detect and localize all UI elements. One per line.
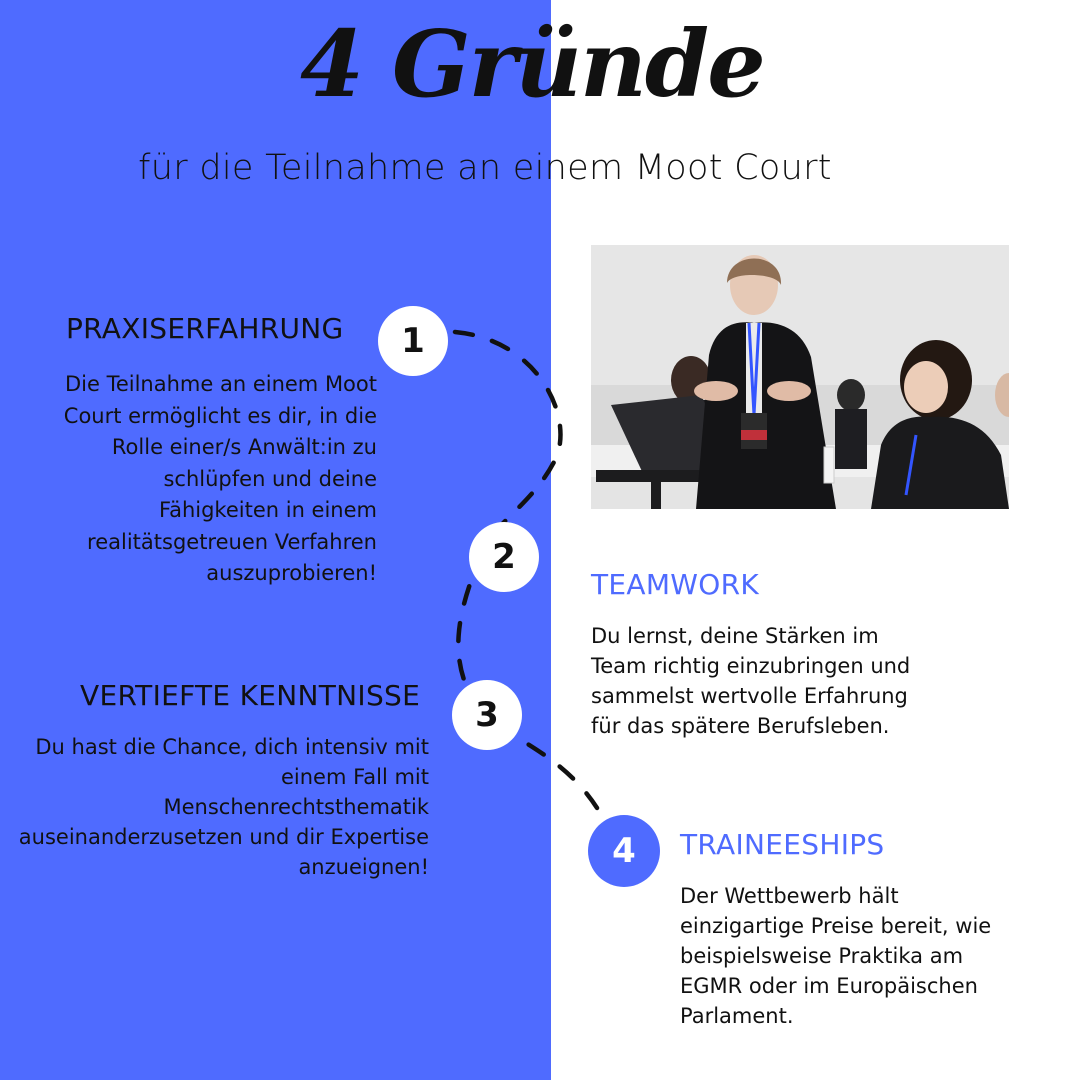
step-1-number-badge: 1 xyxy=(378,306,448,376)
step-1-line: realitätsgetreuen Verfahren xyxy=(87,529,377,554)
step-1-description xyxy=(20,369,377,590)
page-title: 4 Gründe xyxy=(300,10,764,118)
step-1-line: auszuprobieren! xyxy=(206,561,377,585)
step-1-line: Fähigkeiten in einem xyxy=(158,498,377,522)
step-3-heading: VERTIEFTE KENNTNISSE xyxy=(80,679,421,712)
step-4-heading: TRAINEESHIPS xyxy=(680,828,885,861)
step-3-line: Du hast die Chance, dich intensiv mit xyxy=(35,735,429,759)
step-4-line: Der Wettbewerb hält xyxy=(680,884,899,908)
page-subtitle: für die Teilnahme an einem Moot Court xyxy=(138,148,832,188)
step-2-heading: TEAMWORK xyxy=(591,568,760,601)
step-4-number-badge: 4 xyxy=(588,815,660,887)
step-3-number-badge: 3 xyxy=(452,680,522,750)
step-2-description xyxy=(591,621,971,741)
step-1-line: schlüpfen und deine xyxy=(163,466,377,491)
step-2-line: Team richtig einzubringen und xyxy=(591,654,911,678)
step-1-line: Rolle einer/s Anwält:in zu xyxy=(111,435,377,459)
step-3-description xyxy=(10,732,429,882)
step-4-line: beispielsweise Praktika am xyxy=(680,944,964,968)
step-2-line: sammelst wertvolle Erfahrung xyxy=(591,684,908,708)
step-3-line: anzueignen! xyxy=(298,855,429,879)
step-3-line: Menschenrechtsthematik xyxy=(163,795,429,819)
step-4-line: EGMR oder im Europäischen xyxy=(680,974,978,998)
step-4-description xyxy=(680,881,1060,1031)
step-2-line: Du lernst, deine Stärken im xyxy=(591,624,879,648)
event-photo xyxy=(591,245,1009,509)
step-1-line: Court ermöglicht es dir, in die xyxy=(63,403,377,428)
step-2-line: für das spätere Berufsleben. xyxy=(591,714,890,738)
step-1-heading: PRAXISERFAHRUNG xyxy=(66,312,344,345)
step-4-line: Parlament. xyxy=(680,1004,794,1028)
step-3-line: einem Fall mit xyxy=(280,765,429,789)
step-4-line: einzigartige Preise bereit, wie xyxy=(680,914,992,938)
photo-illustration xyxy=(591,245,1009,509)
step-2-number-badge: 2 xyxy=(469,522,539,592)
step-3-line: auseinanderzusetzen und dir Expertise xyxy=(18,825,429,849)
step-1-line: Die Teilnahme an einem Moot xyxy=(64,372,377,396)
